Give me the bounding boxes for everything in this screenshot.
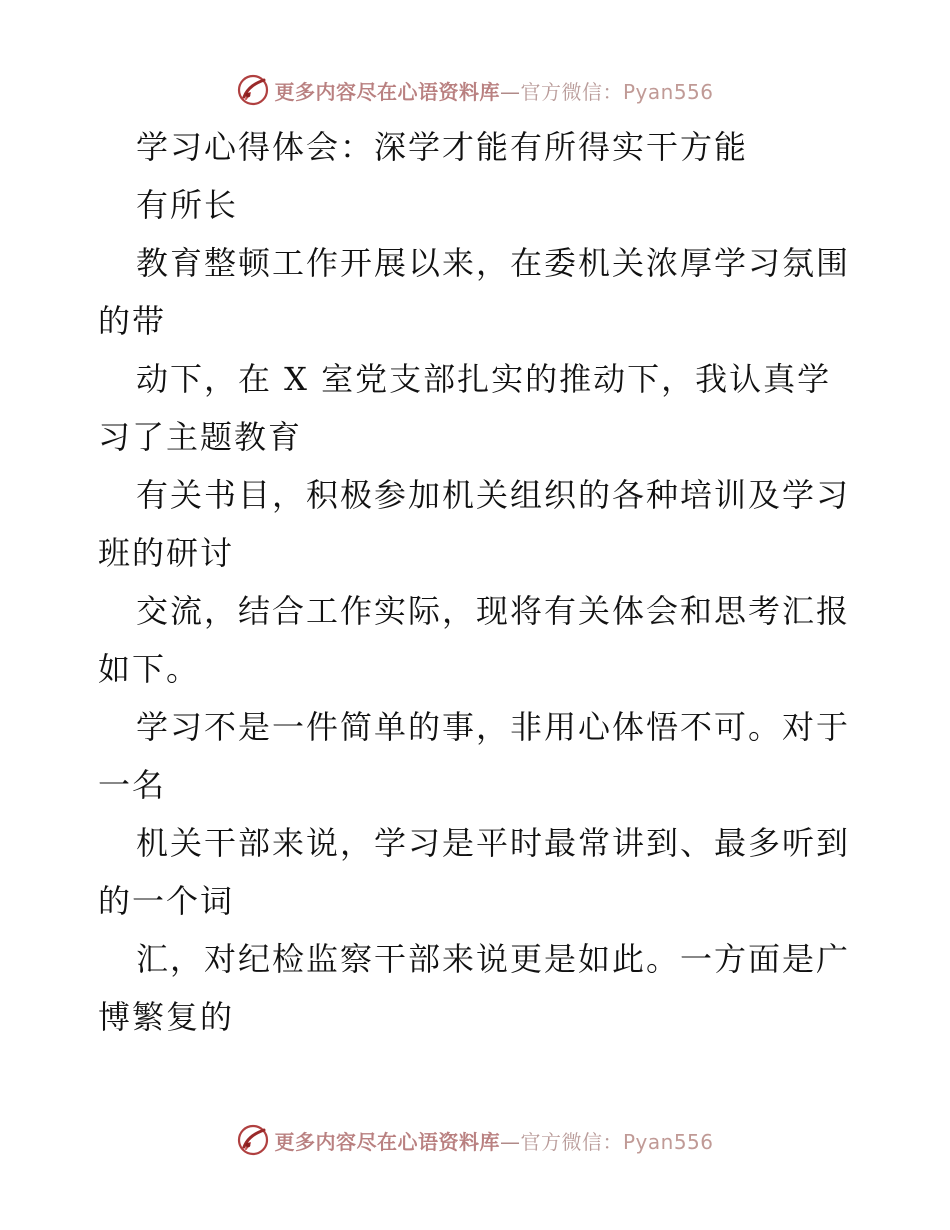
- doc-line: 习了主题教育: [98, 418, 303, 456]
- watermark-main: 更多内容尽在心语资料库: [274, 79, 500, 104]
- doc-line: 动下，在 X 室党支部扎实的推动下，我认真学: [136, 360, 832, 398]
- watermark-wechat-label: 官方微信：: [520, 79, 623, 104]
- doc-line: 机关干部来说，学习是平时最常讲到、最多听到: [136, 824, 851, 862]
- doc-line: 汇，对纪检监察干部来说更是如此。一方面是广: [136, 940, 851, 978]
- doc-line: 一名: [98, 766, 167, 804]
- doc-title-line-1: 学习心得体会：深学才能有所得实干方能: [136, 128, 749, 166]
- watermark-separator: —: [499, 79, 521, 104]
- watermark-main: 更多内容尽在心语资料库: [274, 1129, 500, 1154]
- doc-line: 学习不是一件简单的事，非用心体悟不可。对于: [136, 708, 851, 746]
- watermark-wechat-label: 官方微信：: [520, 1129, 623, 1154]
- brush-circle-logo-icon: [236, 73, 270, 107]
- doc-line: 交流，结合工作实际，现将有关体会和思考汇报: [136, 592, 851, 630]
- header-watermark: [0, 70, 950, 110]
- brush-circle-logo-icon: [236, 1123, 270, 1157]
- doc-title-line-2: 有所长: [136, 186, 239, 224]
- doc-line: 教育整顿工作开展以来，在委机关浓厚学习氛围: [136, 244, 851, 282]
- doc-line: 的带: [98, 302, 167, 340]
- doc-line: 的一个词: [98, 882, 235, 920]
- doc-line: 班的研讨: [98, 534, 235, 572]
- watermark-handle: Pyan556: [622, 1129, 714, 1154]
- watermark-text: [274, 76, 713, 105]
- doc-line: 有关书目，积极参加机关组织的各种培训及学习: [136, 476, 851, 514]
- doc-line: 博繁复的: [98, 998, 235, 1036]
- watermark-text: [274, 1126, 713, 1155]
- watermark-handle: Pyan556: [622, 79, 714, 104]
- footer-watermark: [0, 1120, 950, 1160]
- doc-line: 如下。: [98, 650, 201, 688]
- watermark-separator: —: [499, 1129, 521, 1154]
